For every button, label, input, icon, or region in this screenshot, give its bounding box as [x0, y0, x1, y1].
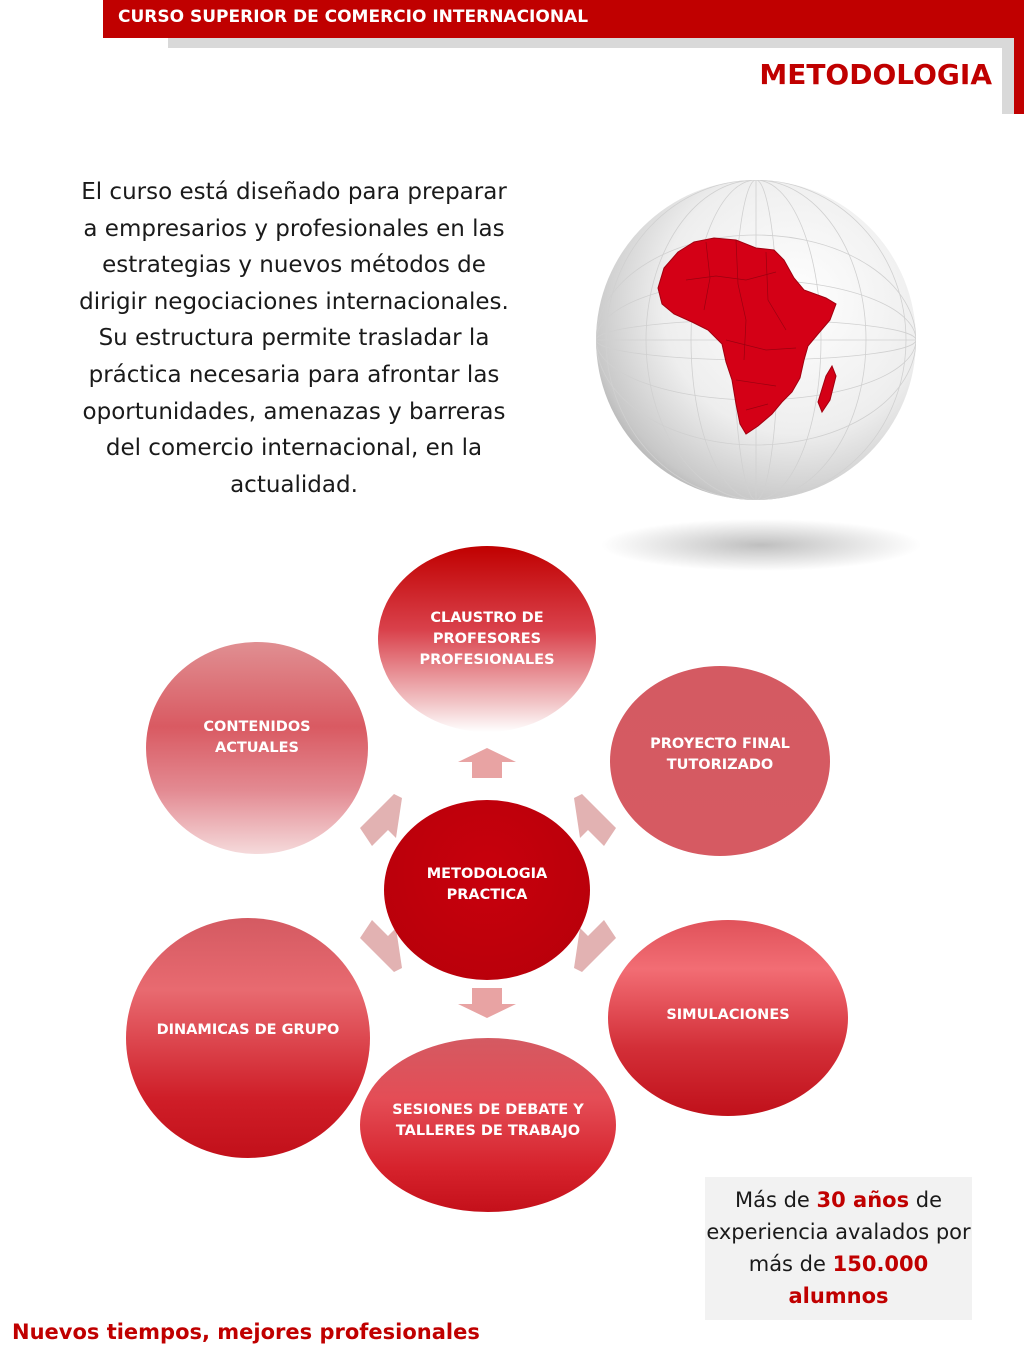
node-simulaciones [608, 920, 848, 1116]
node-metodologia-practica [384, 800, 590, 980]
globe-africa-icon [586, 180, 926, 580]
node-contenidos-actuales [146, 642, 368, 854]
footer-tagline: Nuevos tiempos, mejores profesionales [12, 1320, 480, 1344]
header-shadow [168, 38, 1014, 48]
stat-mid: de experiencia avalados por más de [706, 1188, 971, 1276]
node-label: CLAUSTRO DE PROFESORES PROFESIONALES [419, 609, 555, 668]
node-proyecto-final [610, 666, 830, 856]
intro-paragraph: El curso está diseñado para preparar a empresarios y profesionales en las estrategias y nuevos métodos de dirigir negociaciones internacionales. Su estructura permite trasladar la práctica necesaria para afrontar las oportunidades, amenazas y barreras del comercio internacional, en la actualidad. [79, 179, 509, 498]
node-dinamicas-grupo [126, 918, 370, 1158]
node-center-label: METODOLOGIA PRACTICA [426, 866, 548, 903]
right-edge-bar [1014, 38, 1024, 114]
node-label: CONTENIDOS ACTUALES [203, 719, 311, 756]
node-label: SESIONES DE DEBATE Y TALLERES DE TRABAJO [392, 1102, 584, 1139]
arrow-down-icon [458, 988, 516, 1018]
stat-prefix: Más de [734, 1188, 817, 1212]
stat-students: 150.000 alumnos [788, 1252, 929, 1308]
section-title: METODOLOGIA [759, 58, 992, 91]
node-label: SIMULACIONES [666, 1006, 790, 1023]
arrow-upper-right-icon [574, 794, 616, 846]
node-label: PROYECTO FINAL TUTORIZADO [650, 736, 790, 773]
course-title: CURSO SUPERIOR DE COMERCIO INTERNACIONAL [118, 7, 589, 27]
arrow-up-icon [458, 748, 516, 778]
arrow-upper-left-icon [360, 794, 402, 846]
node-claustro-profesores [378, 546, 596, 732]
right-edge-shadow [1002, 48, 1014, 114]
node-label: DINAMICAS DE GRUPO [156, 1021, 340, 1038]
node-sesiones-debate [360, 1038, 616, 1212]
stat-years: 30 años [816, 1188, 910, 1212]
experience-stats [705, 1177, 972, 1320]
